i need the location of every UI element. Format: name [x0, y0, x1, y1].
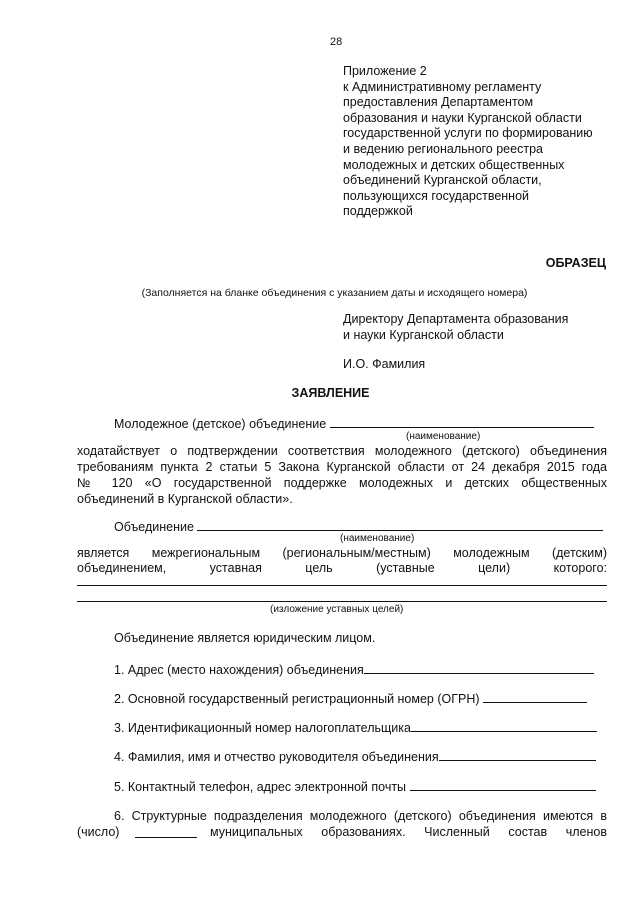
- addressee-line: Директору Департамента образования: [343, 312, 569, 326]
- org-name-caption: (наименование): [406, 431, 481, 442]
- goals-blank-line[interactable]: [77, 584, 607, 586]
- municipalities-count-blank[interactable]: [135, 825, 197, 841]
- para6-line: 6. Структурные подразделения молодежного (детского) объединения имеются в: [114, 809, 607, 823]
- addressee-block: [343, 312, 568, 343]
- field-label: 2. Основной государственный регистрационный номер (ОГРН): [114, 692, 480, 706]
- appendix-block: [343, 64, 593, 220]
- appendix-line: объединений Курганской области,: [343, 173, 542, 188]
- ogrn-blank[interactable]: [483, 690, 587, 703]
- goals-blank-line[interactable]: [77, 600, 607, 602]
- inn-blank[interactable]: [411, 719, 597, 732]
- field-label: 3. Идентификационный номер налогоплательщика: [114, 721, 411, 735]
- field-label: 4. Фамилия, имя и отчество руководителя объединения: [114, 750, 439, 764]
- para1-line: № 120 «О государственной поддержке молодежных и детских общественных: [77, 476, 607, 490]
- legal-entity-statement: Объединение является юридическим лицом.: [114, 631, 376, 645]
- sample-label: ОБРАЗЕЦ: [545, 256, 606, 270]
- para2-line: объединением, уставная цель (уставные цели) которого:: [77, 561, 607, 575]
- para1-line: требованиям пункта 2 статьи 5 Закона Курганской области от 24 декабря 2015 года: [77, 460, 607, 474]
- org-name-blank-2[interactable]: [197, 518, 603, 531]
- para1-line: ходатайствует о подтверждении соответствия молодежного (детского) объединения: [77, 444, 607, 458]
- addressee-name: И.О. Фамилия: [343, 357, 426, 371]
- org-name-caption-2: (наименование): [340, 533, 415, 544]
- para2-lead-row: [114, 518, 603, 534]
- appendix-line: к Административному регламенту: [343, 79, 542, 94]
- appendix-line: молодежных и детских общественных: [343, 157, 565, 172]
- field-row-address: [114, 661, 594, 677]
- para2-line: является межрегиональным (региональным/местным) молодежным (детским): [77, 546, 607, 560]
- field-row-ogrn: [114, 690, 587, 706]
- appendix-line: государственной услуги по формированию: [343, 126, 593, 141]
- org-name-blank[interactable]: [330, 415, 594, 428]
- head-name-blank[interactable]: [439, 748, 596, 761]
- letterhead-note: (Заполняется на бланке объединения с указанием даты и исходящего номера): [141, 287, 528, 299]
- address-blank[interactable]: [364, 661, 594, 674]
- para2-lead: Объединение: [114, 520, 194, 534]
- appendix-line: предоставления Департаментом: [343, 95, 534, 110]
- appendix-line: поддержкой: [343, 204, 413, 219]
- appendix-line: образования и науки Курганской области: [343, 110, 582, 125]
- goals-caption: (изложение уставных целей): [270, 604, 404, 615]
- document-title: ЗАЯВЛЕНИЕ: [291, 386, 370, 400]
- para1-last-line: объединений в Курганской области».: [77, 492, 293, 506]
- field-row-contacts: [114, 778, 596, 794]
- para1-lead: Молодежное (детское) объединение: [114, 417, 327, 431]
- field-row-inn: [114, 719, 597, 735]
- para1-lead-row: [114, 415, 594, 431]
- field-label: 1. Адрес (место нахождения) объединения: [114, 663, 364, 677]
- contacts-blank[interactable]: [410, 778, 596, 791]
- appendix-line: и ведению регионального реестра: [343, 141, 543, 156]
- field-row-head: [114, 748, 596, 764]
- para6-number-label: (число): [77, 825, 120, 839]
- para6-line: муниципальных образованиях. Численный состав членов: [210, 825, 607, 839]
- addressee-line: и науки Курганской области: [343, 327, 504, 342]
- appendix-line: Приложение 2: [343, 64, 427, 78]
- field-label: 5. Контактный телефон, адрес электронной почты: [114, 780, 407, 794]
- page-number: 28: [330, 36, 343, 48]
- appendix-line: пользующихся государственной: [343, 188, 530, 203]
